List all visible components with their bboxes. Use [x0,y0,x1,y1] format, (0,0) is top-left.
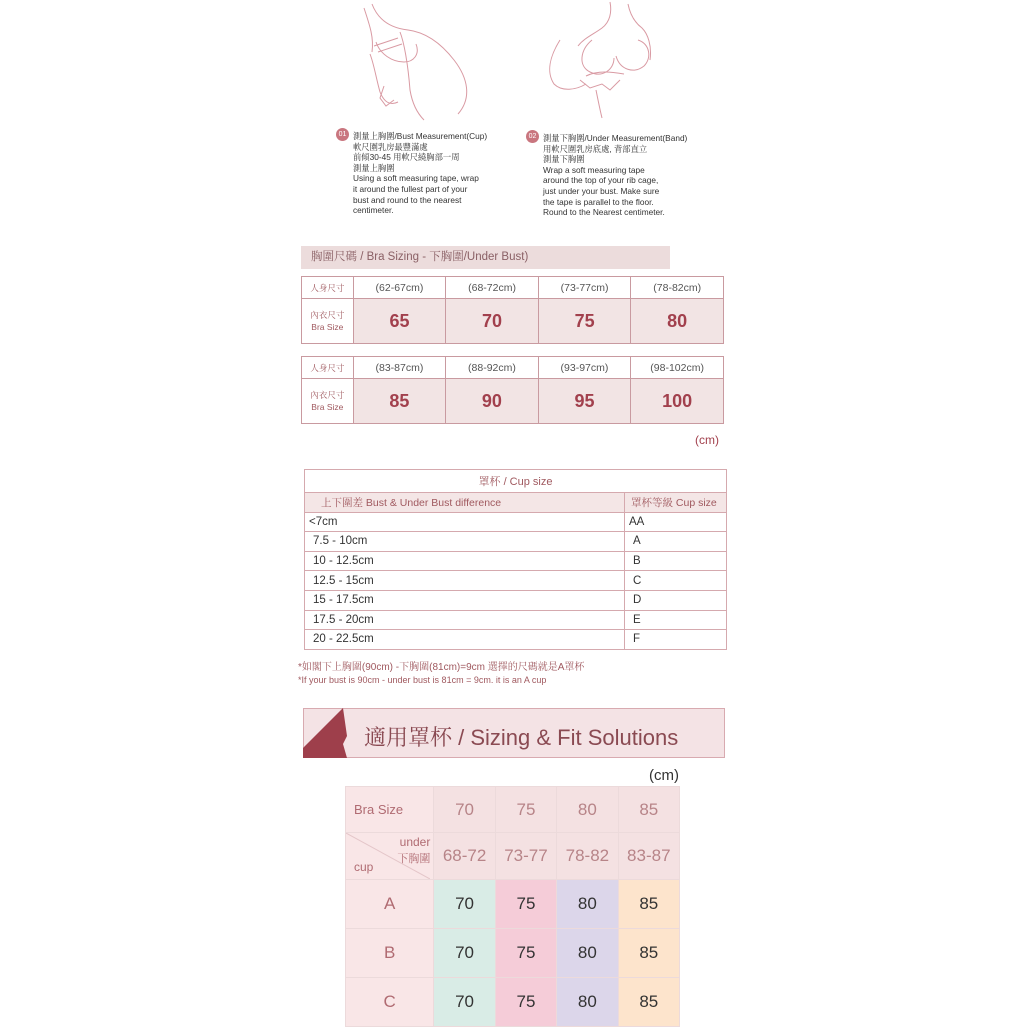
cup-cell: AA [625,512,727,532]
bra-size-value: 85 [353,379,446,424]
step-line: 測量上胸圍/Bust Measurement(Cup) [353,131,488,141]
range-header-cell: 68-72 [434,833,495,880]
table-row [305,630,727,650]
cup-col-difference: 上下圍差 Bust & Under Bust difference [305,493,625,513]
fit-cell: 70 [434,978,495,1027]
cup-note-zh: *如閣下上胸圍(90cm) -下胸圍(81cm)=9cm 選擇的尺碼就是A罩杯 [298,662,585,673]
step-bust-measurement [338,131,488,216]
step-underbust-measurement [528,133,688,218]
step-number-badge: 02 [526,130,539,143]
step-line: 前傾30-45 用軟尺繞胸部一周 [353,152,460,163]
bra-size-table-1 [301,276,724,344]
table-row [305,610,727,630]
fit-cell: 85 [618,978,679,1027]
cup-cell: F [625,630,727,650]
table-row [305,551,727,571]
cup-size-table [304,469,727,650]
size-header-cell: 80 [557,787,618,833]
cup-cell: E [625,610,727,630]
fit-cell: 75 [495,880,556,929]
bra-size-table-2 [301,356,724,424]
cup-row-label: A [346,880,434,929]
bra-size-label [302,299,354,344]
difference-cell: 12.5 - 15cm [305,571,625,591]
fit-cell: 75 [495,978,556,1027]
fit-cell: 80 [557,880,618,929]
cup-note-en: *If your bust is 90cm - under bust is 81cm = 9cm. it is an A cup [298,675,547,685]
cup-row-label: B [346,929,434,978]
cup-cell: C [625,571,727,591]
bra-size-value: 100 [631,379,724,424]
range-header-cell: 78-82 [557,833,618,880]
step-line: 測量下胸圍 [543,154,585,165]
bra-size-label-en: Bra Size [311,402,344,412]
bra-size-value: 95 [538,379,631,424]
step-number-badge: 01 [336,128,349,141]
fit-cell: 80 [557,929,618,978]
step-line: just under your bust. Make sure [543,185,660,196]
fit-banner-title: 適用罩杯 / Sizing & Fit Solutions [364,725,679,750]
bra-sizing-title: 胸圍尺碼 / Bra Sizing - 下胸圍/Under Bust) [301,246,670,269]
body-range-cell: (62-67cm) [353,277,446,299]
difference-cell: <7cm [305,512,625,532]
cup-under-header [346,833,434,880]
step-line: the tape is parallel to the floor. [543,196,654,207]
step-line: Wrap a soft measuring tape [543,164,645,175]
under-label: under [399,835,431,849]
step-line: it around the fullest part of your [353,183,468,194]
bra-size-value: 90 [446,379,539,424]
bra-size-label-en: Bra Size [311,322,344,332]
step-line: 用軟尺圍乳房底處, 背部直立 [543,143,648,154]
step-line: Using a soft measuring tape, wrap [353,173,479,184]
bra-size-value: 70 [446,299,539,344]
table-row [305,571,727,591]
fit-cell: 85 [618,929,679,978]
size-header-cell: 75 [495,787,556,833]
fit-cell: 85 [618,880,679,929]
body-range-cell: (83-87cm) [353,357,446,379]
cup-row-label: C [346,978,434,1027]
difference-cell: 10 - 12.5cm [305,551,625,571]
bra-size-label-zh: 內衣尺寸 [310,310,345,320]
body-size-label: 人身尺寸 [302,357,354,379]
cup-cell: D [625,590,727,610]
fit-banner [303,708,725,758]
cup-label: cup [354,860,374,874]
step-line: 測量上胸圍 [353,162,395,173]
bra-size-value: 75 [538,299,631,344]
banner-corner-decoration [303,708,351,758]
bust-measurement-illustration [350,2,480,124]
bra-size-value: 80 [631,299,724,344]
step-line: 軟尺圍乳房最豐滿處 [353,141,428,152]
body-range-cell: (73-77cm) [538,277,631,299]
cup-size-title: 罩杯 / Cup size [305,470,727,493]
cup-cell: B [625,551,727,571]
difference-cell: 15 - 17.5cm [305,590,625,610]
fit-cell: 70 [434,929,495,978]
body-range-cell: (88-92cm) [446,357,539,379]
cup-cell: A [625,532,727,552]
body-range-cell: (93-97cm) [538,357,631,379]
fit-cell: 80 [557,978,618,1027]
difference-cell: 17.5 - 20cm [305,610,625,630]
body-range-cell: (68-72cm) [446,277,539,299]
fit-cell: 75 [495,929,556,978]
table-row [346,978,680,1027]
bra-size-label-zh: 內衣尺寸 [310,390,345,400]
fit-cell: 70 [434,880,495,929]
range-header-cell: 83-87 [618,833,679,880]
bra-sizing-unit: (cm) [695,433,719,447]
step-line: around the top of your rib cage, [543,175,659,186]
bra-size-value: 65 [353,299,446,344]
size-header-cell: 70 [434,787,495,833]
body-range-cell: (98-102cm) [631,357,724,379]
underbust-measurement-illustration [540,0,670,122]
fit-unit: (cm) [649,767,679,784]
table-row [346,929,680,978]
table-row [305,532,727,552]
body-size-label: 人身尺寸 [302,277,354,299]
bra-size-label [302,379,354,424]
fit-table [345,786,680,1027]
body-range-cell: (78-82cm) [631,277,724,299]
bra-size-header: Bra Size [346,787,434,833]
range-header-cell: 73-77 [495,833,556,880]
table-row [305,590,727,610]
table-row [305,512,727,532]
step-line: 測量下胸圍/Under Measurement(Band) [543,133,688,143]
step-line: bust and round to the nearest [353,194,462,205]
size-header-cell: 85 [618,787,679,833]
difference-cell: 7.5 - 10cm [305,532,625,552]
under-label-zh: 下胸圍 [397,853,431,865]
step-line: Round to the Nearest centimeter. [543,207,665,218]
cup-col-size: 罩杯等級 Cup size [625,493,727,513]
step-line: centimeter. [353,205,394,216]
table-row [346,880,680,929]
difference-cell: 20 - 22.5cm [305,630,625,650]
